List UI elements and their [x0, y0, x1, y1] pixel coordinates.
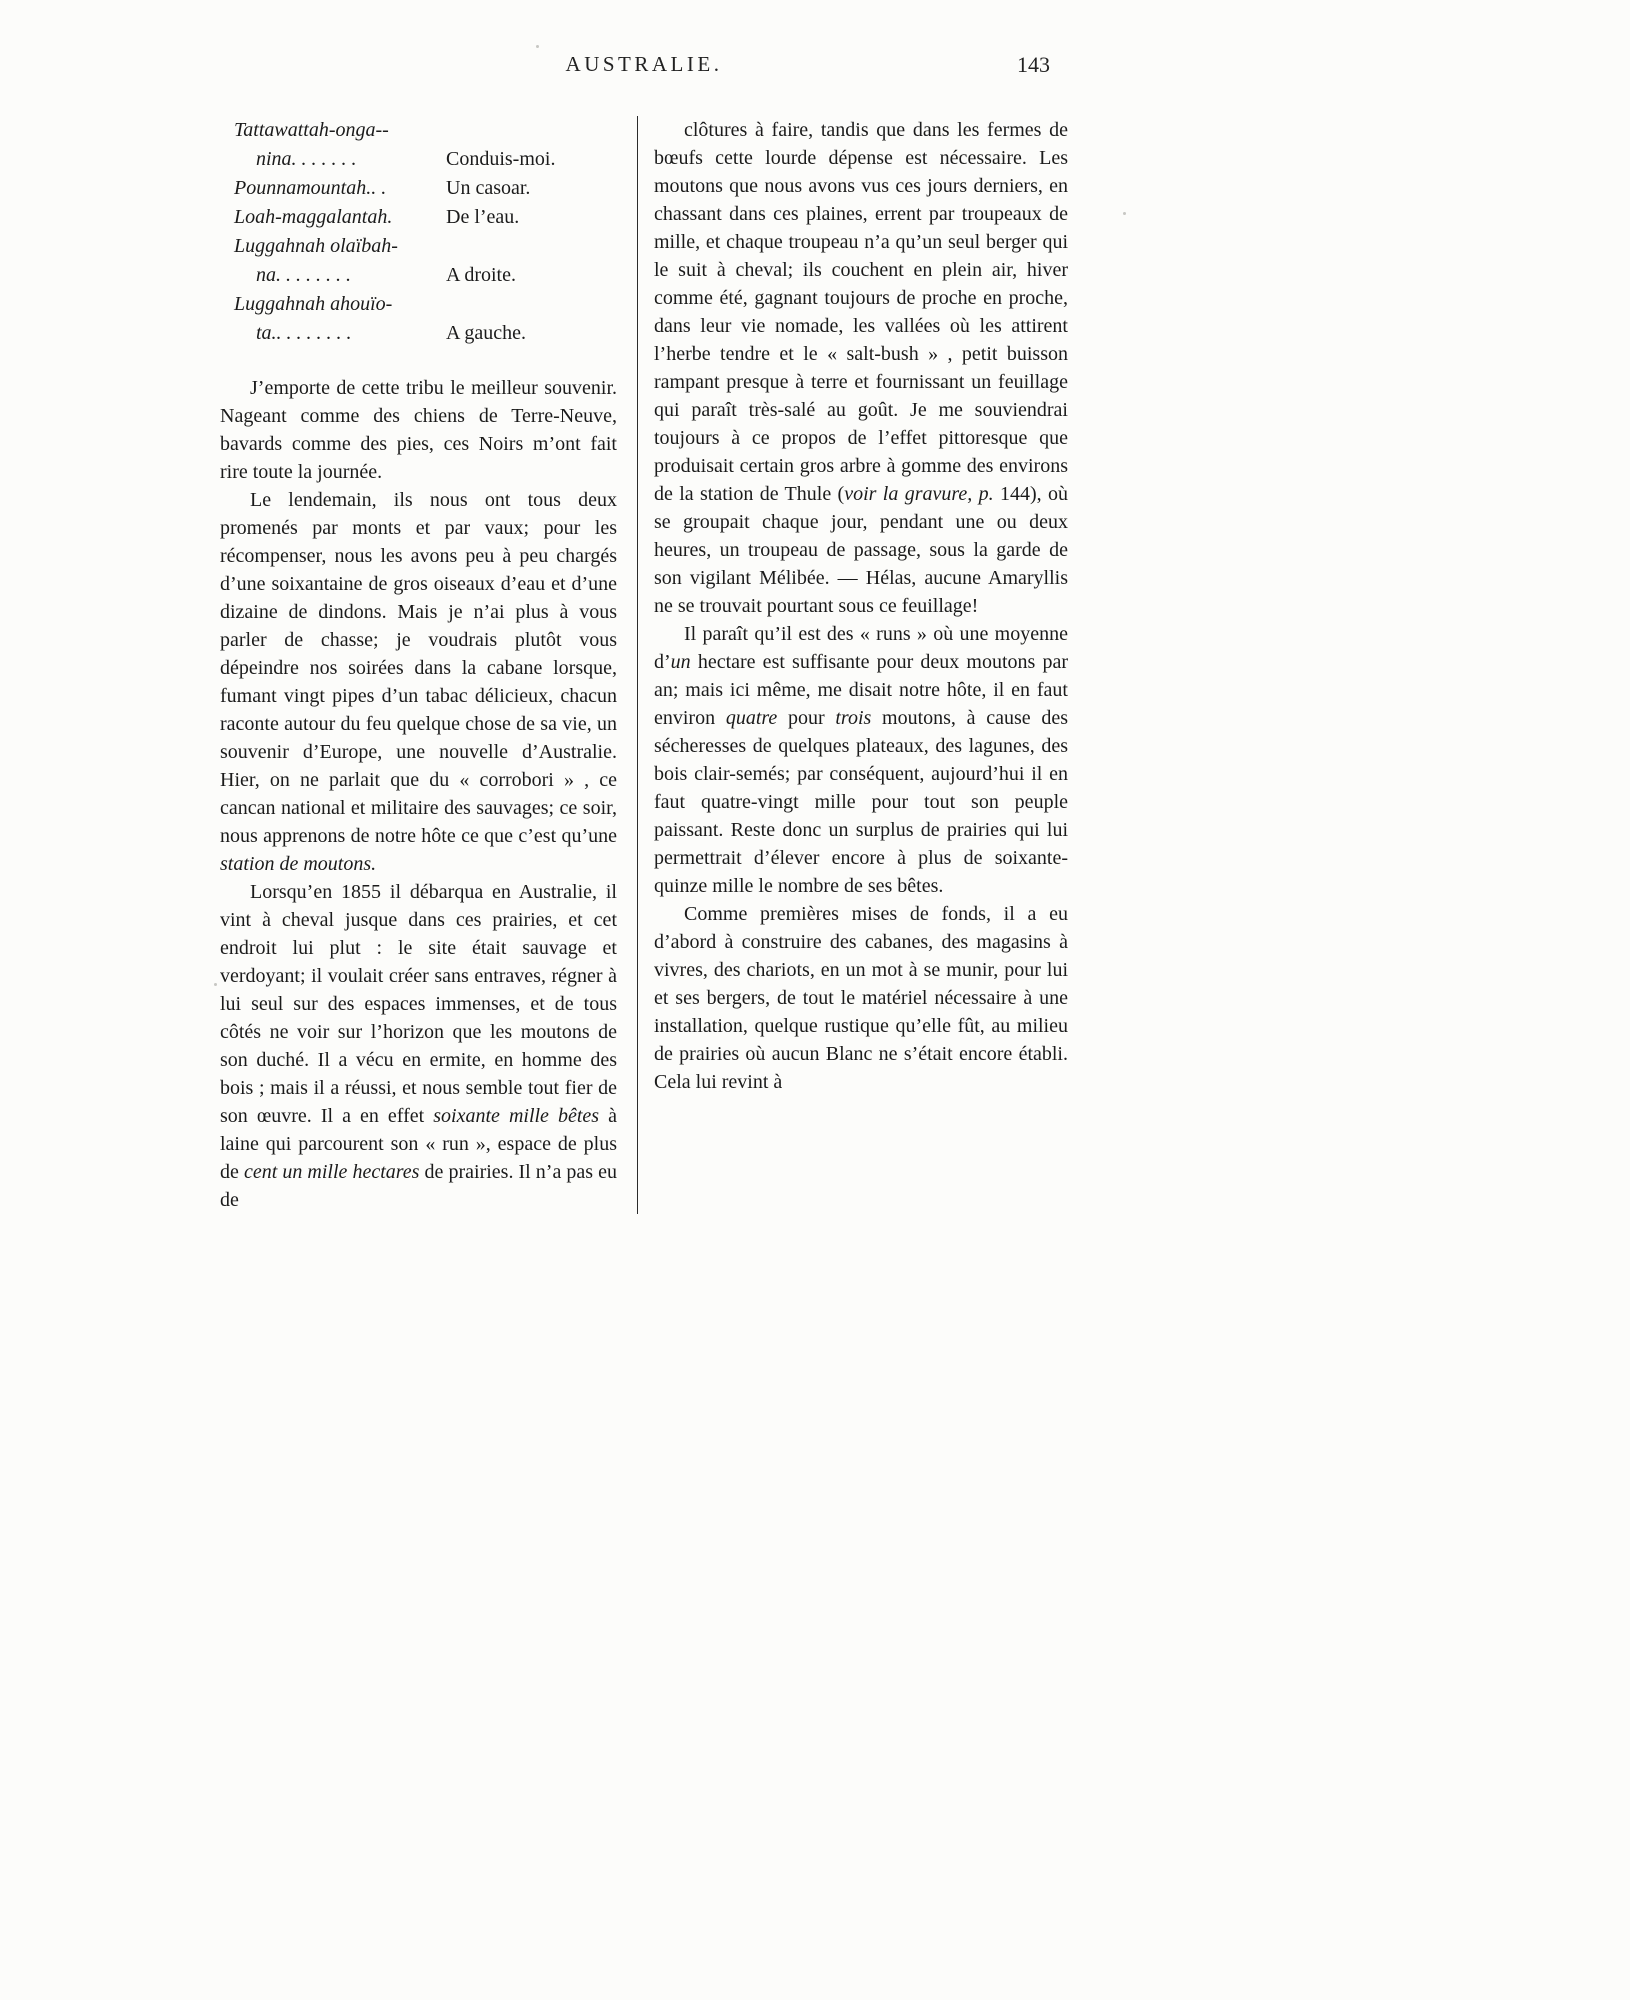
paragraph	[220, 374, 617, 486]
text-run: hectare est suffisante pour deux moutons par an; mais ici même, me disait notre hôte, il en faut environ	[654, 651, 1068, 729]
vocab-definition: Conduis-moi.	[446, 148, 556, 170]
vocab-definition: Un casoar.	[446, 177, 531, 199]
text-run: 144), où se groupait chaque jour, pendant une ou deux heures, un troupeau de passage, sous la garde de son vigilant Mélibée. — Hélas, aucune Amaryllis ne se trouvait pourtant sous ce feuillage!	[654, 483, 1068, 617]
text-run: Il paraît qu’il est des « runs » où une moyenne d’	[654, 623, 1068, 673]
text-run: de prairies. Il n’a pas eu de	[220, 1161, 618, 1211]
italic-run: un	[670, 651, 691, 673]
vocab-term: Tattawattah-onga--	[234, 119, 389, 141]
text-run: moutons, à cause des sécheresses de quelques plateaux, des lagunes, des bois clair-semés; par conséquent, aujourd’hui il en faut quatre-vingt mille pour tout son peuple paissant. Reste donc un surplus de prairies qui lui permettrait d’élever encore à plus de soixante-quinze mille le nombre de ses bêtes.	[654, 707, 1068, 897]
vocab-term: ta.. . . . . . . .	[256, 322, 352, 344]
italic-run: cent un mille hectares	[243, 1161, 420, 1183]
paragraph	[654, 900, 1068, 1096]
text-run: Lorsqu’en 1855 il débarqua en Australie, il vint à cheval jusque dans ces prairies, et cet endroit lui plut : le site était sauvage et verdoyant; il voulait créer sans entraves, régner à lui seul sur des espaces immenses, et de tous côtés ne voir sur l’horizon que les moutons de son duché. Il a vécu en ermite, en homme des bois ; mais il a réussi, et nous semble tout fier de son œuvre. Il a en effet	[220, 881, 617, 1127]
vocab-row	[234, 261, 617, 290]
vocab-definition: A droite.	[446, 264, 516, 286]
italic-run: quatre	[725, 707, 778, 729]
scan-speck	[214, 983, 217, 986]
italic-run: soixante mille bêtes	[433, 1105, 600, 1127]
italic-run: station de moutons.	[220, 853, 377, 875]
right-paragraphs	[654, 116, 1068, 1096]
vocab-row	[234, 145, 617, 174]
paragraph	[220, 486, 617, 878]
scan-speck	[536, 45, 539, 48]
paragraph	[220, 878, 617, 1214]
left-column	[220, 116, 638, 1214]
vocab-row	[234, 174, 617, 203]
text-run: J’emporte de cette tribu le meilleur souvenir. Nageant comme des chiens de Terre-Neuve, bavards comme des pies, ces Noirs m’ont fait rire toute la journée.	[220, 377, 617, 483]
print-area	[220, 52, 1068, 1214]
scan-speck	[1123, 212, 1126, 215]
text-run: Comme premières mises de fonds, il a eu d’abord à construire des cabanes, des magasins à vivres, des chariots, en un mot à se munir, pour lui et ses bergers, de tout le matériel nécessaire à une installation, quelque rustique qu’elle fût, au milieu de prairies où aucun Blanc ne s’était encore établi. Cela lui revint à	[654, 903, 1068, 1093]
vocab-term: Loah-maggalantah.	[234, 206, 393, 228]
vocab-row	[234, 232, 617, 261]
vocab-term: nina. . . . . . .	[256, 148, 357, 170]
running-title: AUSTRALIE.	[565, 52, 723, 76]
vocab-row	[234, 116, 617, 145]
vocabulary-list	[220, 116, 617, 348]
paragraph	[654, 116, 1068, 620]
text-run: pour	[777, 707, 836, 729]
paragraph	[654, 620, 1068, 900]
vocab-term: Luggahnah ahouïo-	[234, 293, 393, 315]
vocab-row	[234, 290, 617, 319]
vocab-term: Luggahnah olaïbah-	[234, 235, 398, 257]
text-columns	[220, 116, 1068, 1214]
vocab-definition: A gauche.	[446, 322, 526, 344]
text-run: à laine qui parcourent son « run », espace de plus de	[220, 1105, 617, 1183]
left-paragraphs	[220, 374, 617, 1214]
right-column	[638, 116, 1068, 1214]
vocab-term: na. . . . . . . .	[256, 264, 351, 286]
vocab-row	[234, 203, 617, 232]
page-number: 143	[1017, 52, 1050, 77]
italic-run: voir la gravure, p.	[844, 483, 994, 505]
vocab-term: Pounnamountah.. .	[234, 177, 387, 199]
vocab-definition: De l’eau.	[446, 206, 520, 228]
text-run: Le lendemain, ils nous ont tous deux promenés par monts et par vaux; pour les récompenser, nous les avons peu à peu chargés d’une soixantaine de gros oiseaux d’eau et d’une dizaine de dindons. Mais je n’ai plus à vous parler de chasse; je voudrais plutôt vous dépeindre nos soirées dans la cabane lorsque, fumant vingt pipes d’un tabac délicieux, chacun raconte autour du feu quelque chose de sa vie, un souvenir d’Europe, une nouvelle d’Australie. Hier, on ne parlait que du « corrobori » , ce cancan national et militaire des sauvages; ce soir, nous apprenons de notre hôte ce que c’est qu’une	[220, 489, 617, 847]
vocab-row	[234, 319, 617, 348]
italic-run: trois	[835, 707, 872, 729]
text-run: clôtures à faire, tandis que dans les fermes de bœufs cette lourde dépense est nécessaire. Les moutons que nous avons vus ces jours derniers, en chassant dans ces plaines, errent par troupeaux de mille, et chaque troupeau n’a qu’un seul berger qui le suit à cheval; ils couchent en plein air, hiver comme été, gagnant toujours de proche en proche, dans leur vie nomade, les vallées où les attirent l’herbe tendre et le « salt-bush » , petit buisson rampant presque à terre et fournissant un feuillage qui paraît très-salé au goût. Je me souviendrai toujours à ce propos de l’effet pittoresque que produisait certain gros arbre à gomme des environs de la station de Thule (	[654, 119, 1068, 505]
page-header	[220, 52, 1068, 82]
